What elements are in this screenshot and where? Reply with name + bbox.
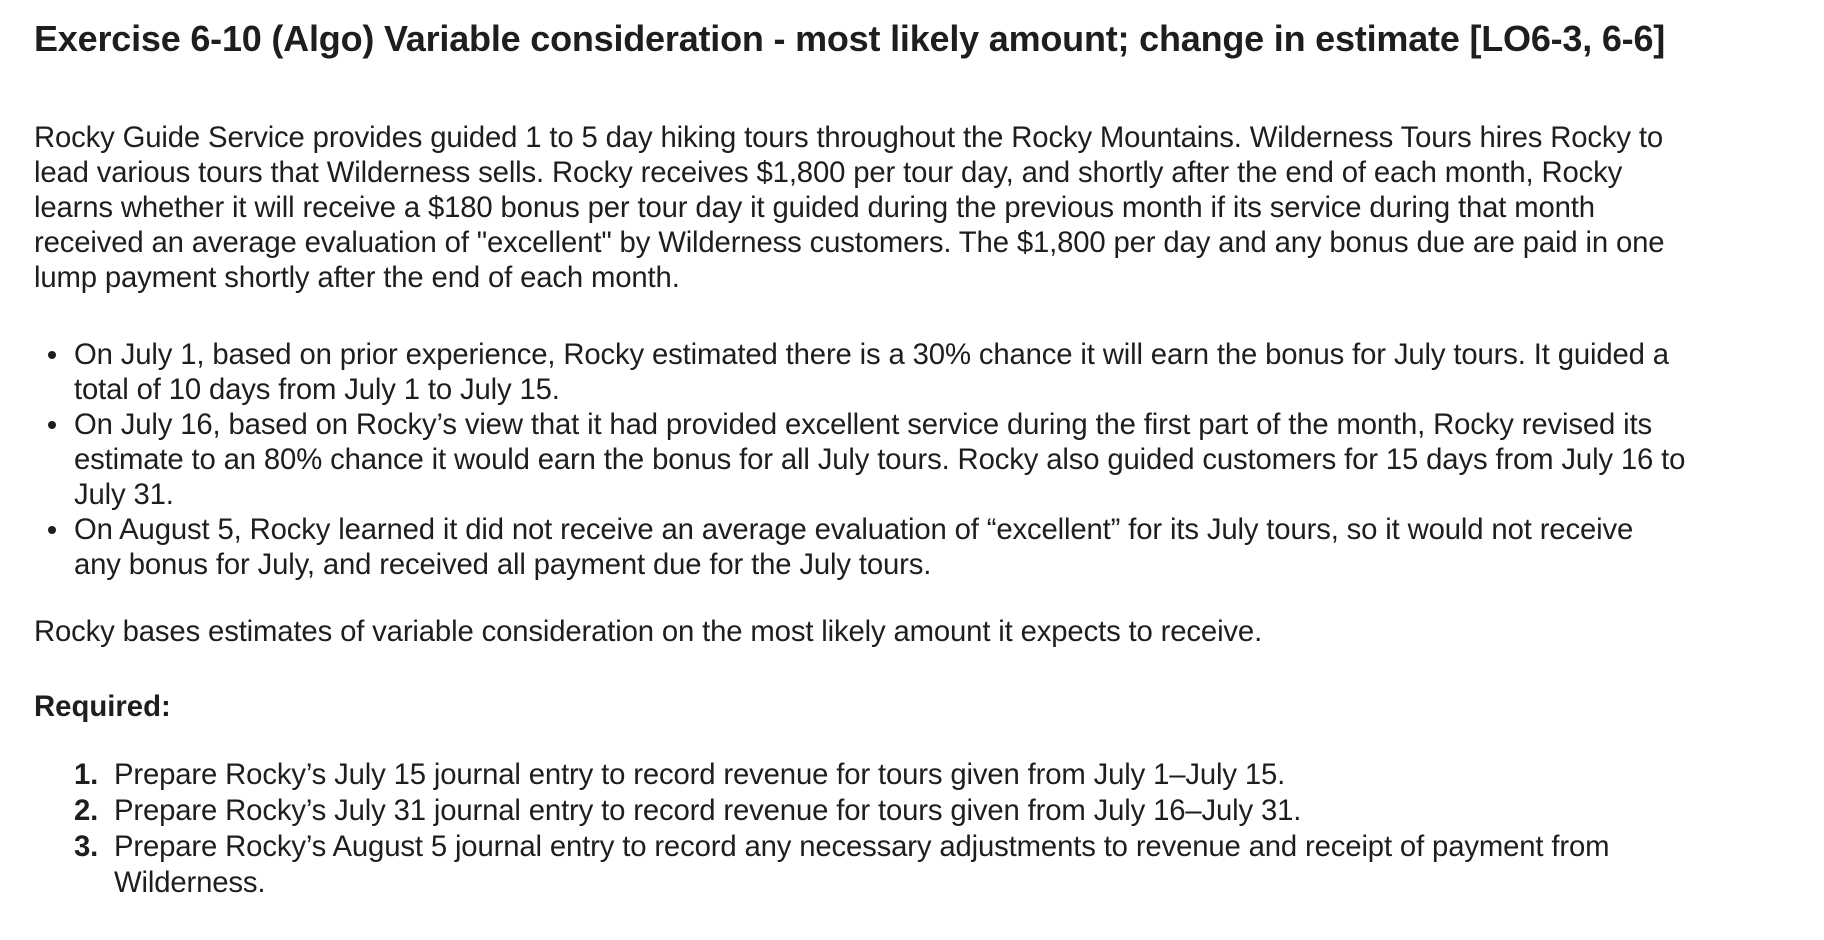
list-item	[34, 793, 1824, 829]
bullet-dot	[48, 351, 56, 359]
fact-line: On August 5, Rocky learned it did not receive an average evaluation of “excellent” for its July tours, so it would not receive	[74, 513, 1634, 546]
fact-line: On July 16, based on Rocky’s view that it had provided excellent service during the first part of the month, Rocky revised its	[74, 408, 1653, 441]
intro-line: received an average evaluation of "excellent" by Wilderness customers. The $1,800 per day and any bonus due are paid in one	[34, 226, 1665, 259]
intro-line: lump payment shortly after the end of each month.	[34, 261, 680, 294]
fact-line: total of 10 days from July 1 to July 15.	[74, 373, 560, 406]
requirement-line: Prepare Rocky’s July 31 journal entry to record revenue for tours given from July 16–July 31.	[114, 794, 1302, 827]
requirement-number: 1.	[74, 758, 99, 791]
requirement-number: 3.	[74, 830, 99, 863]
requirement-line: Prepare Rocky’s July 15 journal entry to record revenue for tours given from July 1–July 15.	[114, 758, 1286, 791]
intro-line: lead various tours that Wilderness sells. Rocky receives $1,800 per tour day, and shortly after the end of each month, Rocky	[34, 156, 1623, 189]
list-item	[34, 407, 1824, 512]
intro-paragraph	[34, 120, 1824, 295]
requirements-list	[34, 757, 1824, 901]
bullet-dot	[48, 526, 56, 534]
fact-line: estimate to an 80% chance it would earn the bonus for all July tours. Rocky also guided customers for 15 days from July 16 to	[74, 443, 1686, 476]
fact-line: On July 1, based on prior experience, Rocky estimated there is a 30% chance it will earn the bonus for July tours. It guided a	[74, 338, 1669, 371]
requirement-line: Prepare Rocky’s August 5 journal entry to record any necessary adjustments to revenue and receipt of payment from	[114, 830, 1610, 863]
list-item	[34, 757, 1824, 793]
intro-line: learns whether it will receive a $180 bonus per tour day it guided during the previous month if its service during that month	[34, 191, 1595, 224]
required-heading: Required:	[34, 690, 171, 723]
requirement-line: Wilderness.	[114, 866, 266, 899]
exercise-title: Exercise 6-10 (Algo) Variable consideration - most likely amount; change in estimate [LO6-3, 6-6]	[34, 18, 1666, 59]
requirement-number: 2.	[74, 794, 99, 827]
list-item	[34, 829, 1824, 901]
estimate-basis-text: Rocky bases estimates of variable consideration on the most likely amount it expects to receive.	[34, 615, 1263, 648]
fact-line: any bonus for July, and received all payment due for the July tours.	[74, 548, 932, 581]
bullet-dot	[48, 421, 56, 429]
intro-line: Rocky Guide Service provides guided 1 to 5 day hiking tours throughout the Rocky Mountains. Wilderness Tours hires Rocky to	[34, 121, 1663, 154]
facts-list	[34, 337, 1824, 582]
fact-line: July 31.	[74, 478, 174, 511]
list-item	[34, 337, 1824, 407]
list-item	[34, 512, 1824, 582]
